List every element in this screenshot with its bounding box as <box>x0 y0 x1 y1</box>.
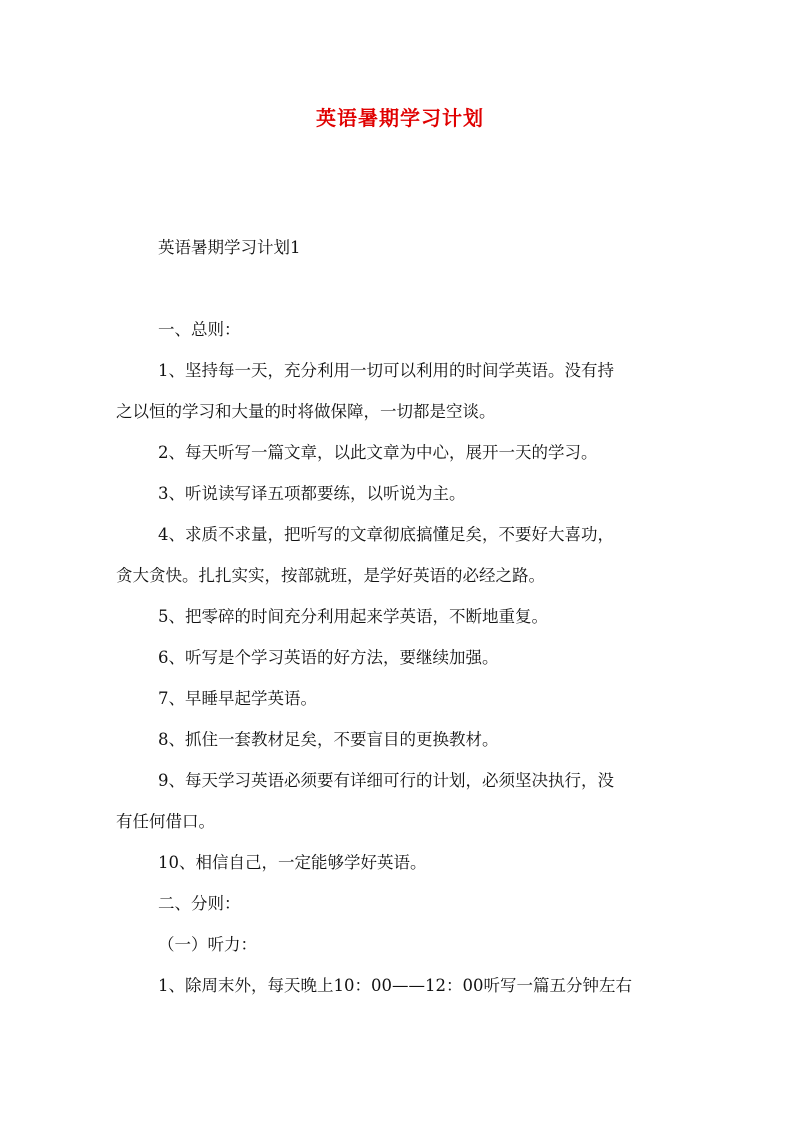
paragraph-line: 10、相信自己，一定能够学好英语。 <box>158 853 427 872</box>
paragraph-line: 贪大贪快。扎扎实实，按部就班，是学好英语的必经之路。 <box>116 566 545 585</box>
paragraph-line: 2、每天听写一篇文章，以此文章为中心，展开一天的学习。 <box>158 443 598 462</box>
paragraph-line: 3、听说读写译五项都要练，以听说为主。 <box>158 484 466 503</box>
paragraph-line: 1、除周末外，每天晚上10：00——12：00听写一篇五分钟左右 <box>158 976 632 995</box>
paragraph-line: 5、把零碎的时间充分利用起来学英语，不断地重复。 <box>158 607 548 626</box>
subsection-heading: 二、分则： <box>158 894 241 913</box>
paragraph-line: 6、听写是个学习英语的好方法，要继续加强。 <box>158 648 499 667</box>
paragraph-line: 4、求质不求量，把听写的文章彻底搞懂足矣，不要好大喜功， <box>158 525 614 544</box>
paragraph-line: 9、每天学习英语必须要有详细可行的计划，必须坚决执行，没 <box>158 771 614 790</box>
section-heading: 英语暑期学习计划1 <box>158 238 301 257</box>
paragraph-line: 1、坚持每一天，充分利用一切可以利用的时间学英语。没有持 <box>158 361 614 380</box>
paragraph-line: 7、早睡早起学英语。 <box>158 689 317 708</box>
paragraph-line: 8、抓住一套教材足矣，不要盲目的更换教材。 <box>158 730 499 749</box>
paragraph-line: 有任何借口。 <box>116 812 215 831</box>
document-title: 英语暑期学习计划 <box>316 106 484 130</box>
general-heading: 一、总则： <box>158 320 241 339</box>
subsection-heading: （一）听力： <box>158 935 257 954</box>
paragraph-line: 之以恒的学习和大量的时将做保障，一切都是空谈。 <box>116 402 496 421</box>
